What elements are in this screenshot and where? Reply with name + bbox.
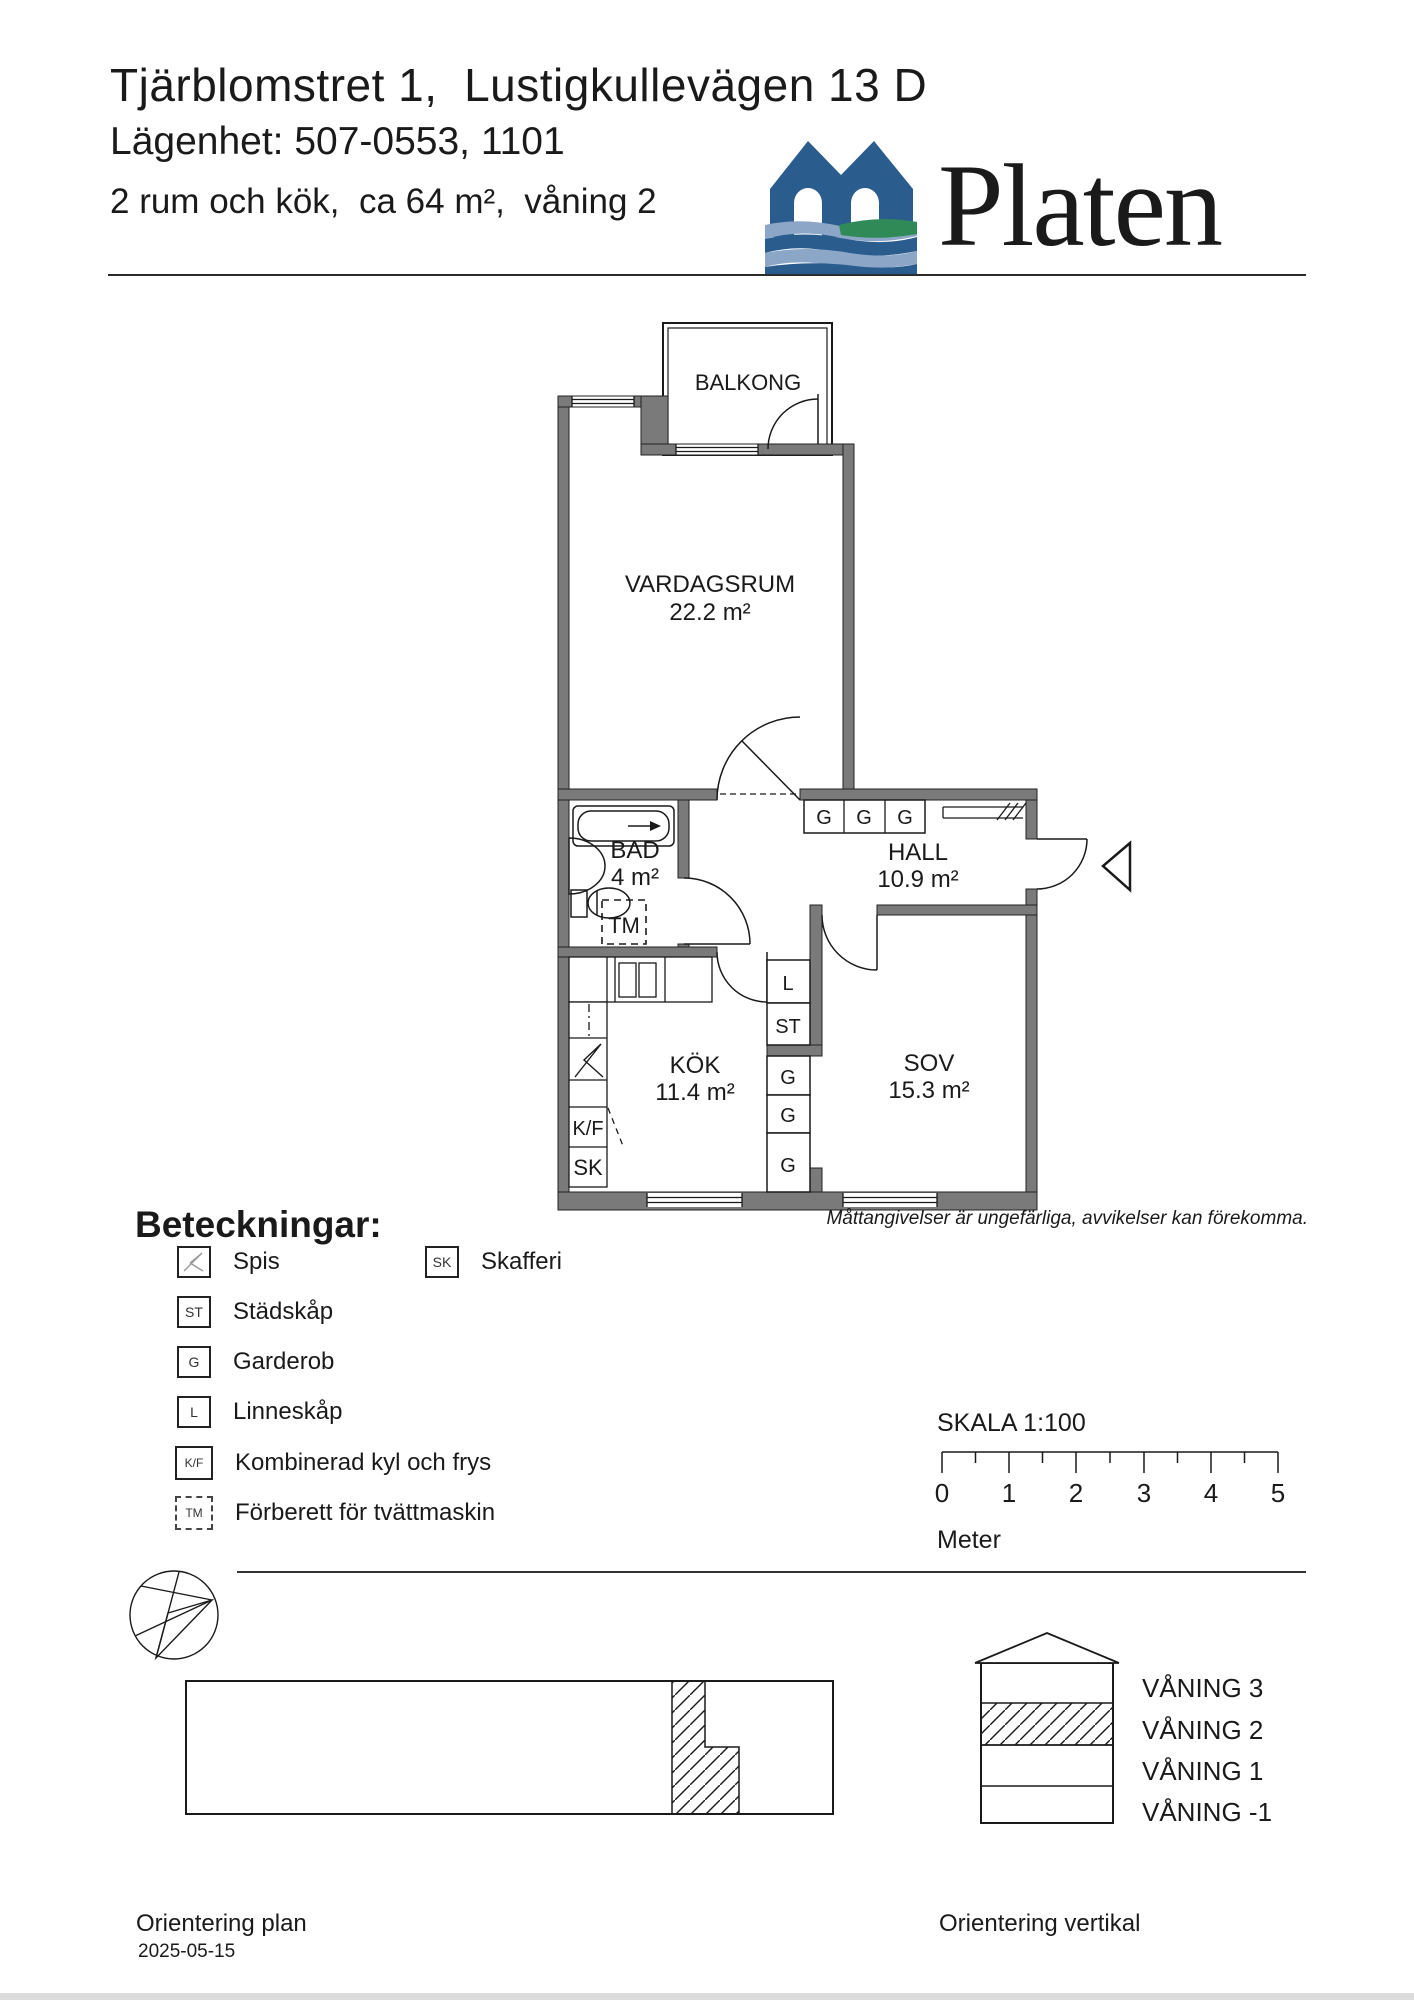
legend-label: Garderob: [233, 1348, 335, 1375]
closet-g: G: [780, 1067, 796, 1089]
room-area-vardagsrum: 22.2 m²: [669, 599, 751, 626]
legend-heading: Beteckningar:: [135, 1204, 382, 1245]
floor-label-m1: VÅNING -1: [1142, 1797, 1273, 1827]
legend-item-tvattmaskin: [175, 1496, 495, 1530]
wall-left: [558, 396, 569, 1210]
balcony: [663, 323, 832, 455]
wall-bad-top: [558, 789, 717, 800]
apartment-summary: 2 rum och kök, ca 64 m², våning 2: [110, 182, 657, 221]
marker-sk: SK: [573, 1155, 603, 1180]
spis-icon: [177, 1246, 211, 1278]
wall-sov-left: [810, 905, 822, 1050]
floor-label-3: VÅNING 3: [1142, 1673, 1264, 1703]
building-elevation: [975, 1633, 1272, 1827]
legend-item-stadskap: [177, 1296, 333, 1328]
marker-tm: TM: [608, 913, 640, 938]
platen-logo: [755, 125, 1300, 275]
scale-bar: [920, 1395, 1320, 1560]
legend-label: Skafferi: [481, 1248, 562, 1275]
platen-house-icon: [765, 141, 917, 275]
building-plan-outline: [186, 1681, 833, 1814]
closet-g: G: [780, 1155, 796, 1177]
wall-entry-upper: [1026, 800, 1037, 839]
closet-g: G: [816, 807, 832, 829]
room-area-sov: 15.3 m²: [888, 1077, 970, 1104]
closet-st: ST: [775, 1016, 801, 1038]
wall-bad-right-upper: [678, 800, 689, 878]
closet-g: G: [856, 807, 872, 829]
bathtub-arrow: [650, 821, 661, 831]
door-vardagsrum: [717, 717, 800, 800]
wall-right-vardagsrum: [843, 444, 854, 800]
header-divider: [108, 274, 1306, 276]
svg-text:5: 5: [1270, 1478, 1286, 1508]
plan-date: 2025-05-15: [138, 1941, 236, 1962]
legend-label: Linneskåp: [233, 1398, 343, 1425]
floor-plan: [520, 290, 1320, 1240]
wall-sov-left-pier: [810, 1168, 822, 1192]
door-sov: [822, 915, 877, 970]
hall-closets: [804, 800, 1026, 833]
room-area-bad: 4 m²: [611, 864, 659, 891]
scale-unit: Meter: [937, 1526, 1001, 1554]
apartment-id: Lägenhet: 507-0553, 1101: [110, 120, 565, 163]
window-balcony: [676, 445, 758, 455]
svg-text:1: 1: [1001, 1478, 1017, 1508]
disclaimer-note: Måttangivelser är ungefärliga, avvikelser kan förekomma.: [826, 1208, 1308, 1229]
floor-label-2: VÅNING 2: [1142, 1715, 1264, 1745]
window-kok: [647, 1193, 742, 1207]
svg-text:3: 3: [1136, 1478, 1152, 1508]
marker-kf: K/F: [572, 1118, 604, 1140]
room-label-kok: KÖK: [669, 1052, 721, 1079]
wall-right-outer: [1026, 889, 1037, 1192]
page-title: Tjärblomstret 1, Lustigkullevägen 13 D: [110, 59, 928, 111]
window-vardagsrum-left: [572, 397, 634, 407]
closet-column: [767, 960, 810, 1192]
orientation-vertical-caption: Orientering vertikal: [939, 1910, 1141, 1937]
room-label-sov: SOV: [903, 1050, 955, 1077]
svg-text:0: 0: [934, 1478, 950, 1508]
room-label-vardagsrum: VARDAGSRUM: [624, 571, 796, 598]
tm-icon: TM: [175, 1496, 213, 1530]
compass-icon: [130, 1571, 218, 1659]
window-sov: [843, 1193, 937, 1207]
page-edge: [0, 1993, 1414, 2000]
closet-l: L: [782, 973, 794, 995]
orientation-plan-caption: Orientering plan: [136, 1910, 307, 1937]
wall-sov-top: [877, 905, 1037, 915]
legend-label: Kombinerad kyl och frys: [235, 1449, 492, 1476]
sk-icon: SK: [425, 1246, 459, 1278]
hat-rack: [943, 803, 1026, 820]
brand-wordmark: Platen: [938, 140, 1221, 271]
legend-label: Spis: [233, 1248, 280, 1275]
entry-direction-icon: [1103, 843, 1130, 890]
legend-label: Städskåp: [233, 1298, 334, 1325]
st-icon: ST: [177, 1296, 211, 1328]
legend-label: Förberett för tvättmaskin: [235, 1499, 496, 1526]
orientation-figures: [100, 1560, 1350, 1850]
legend-item-skafferi: [425, 1246, 562, 1278]
g-icon: G: [177, 1346, 211, 1378]
kf-icon: K/F: [175, 1446, 213, 1480]
room-area-kok: 11.4 m²: [655, 1079, 735, 1106]
door-kok: [717, 952, 767, 1002]
door-bad: [684, 878, 750, 944]
scale-tick-labels: [935, 1478, 1285, 1508]
wall-closet-step: [767, 1045, 822, 1056]
door-entry: [1037, 839, 1087, 889]
floor-label-1: VÅNING 1: [1142, 1756, 1264, 1786]
legend-item-linneskap: [177, 1396, 342, 1428]
room-label-balkong: BALKONG: [694, 370, 802, 395]
closet-g: G: [897, 807, 913, 829]
fridge-swing: [608, 1108, 623, 1146]
closet-g: G: [780, 1105, 796, 1127]
wall-hall-top: [800, 789, 1037, 800]
legend-item-kylfrys: [175, 1446, 491, 1480]
svg-text:4: 4: [1203, 1478, 1219, 1508]
legend-item-garderob: [177, 1346, 334, 1378]
room-area-hall: 10.9 m²: [877, 866, 959, 893]
room-label-bad: BAD: [610, 837, 660, 864]
legend-item-spis: [177, 1246, 280, 1278]
wall-bad-bottom: [558, 947, 717, 957]
room-label-hall: HALL: [887, 839, 949, 866]
current-floor-hatch: [981, 1703, 1113, 1745]
l-icon: L: [177, 1396, 211, 1428]
floor-labels: [1142, 1673, 1272, 1827]
scale-title: SKALA 1:100: [937, 1409, 1086, 1437]
svg-text:2: 2: [1068, 1478, 1084, 1508]
